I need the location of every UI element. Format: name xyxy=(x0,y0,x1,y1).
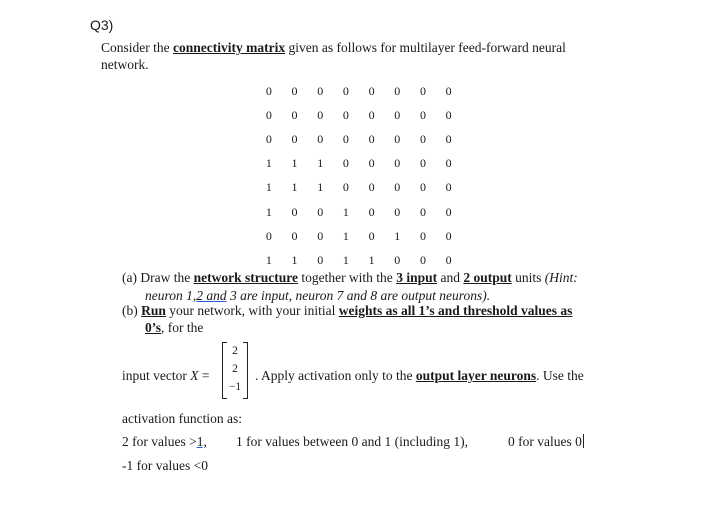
hint-text: 3 are input, neuron 7 and 8 are output neurons). xyxy=(226,288,491,303)
matrix-cell: 0 xyxy=(394,204,401,219)
apply-text: . Apply activation only to the xyxy=(255,368,416,383)
part-a-text: and xyxy=(437,270,464,285)
apply-text-end: . Use the xyxy=(536,368,584,383)
matrix-cell: 1 xyxy=(342,204,349,219)
matrix-cell: 0 xyxy=(445,204,452,219)
matrix-row xyxy=(256,127,462,151)
matrix-row xyxy=(256,103,462,127)
matrix-table xyxy=(256,79,462,273)
activation-rule-3 xyxy=(508,434,584,450)
matrix-cell: 0 xyxy=(419,156,426,171)
matrix-cell: 1 xyxy=(265,204,272,219)
intro-text-end: given as follows for multilayer feed-forward neural xyxy=(285,40,566,55)
connectivity-matrix xyxy=(256,79,462,273)
input-vector-label xyxy=(122,368,209,384)
matrix-cell: 0 xyxy=(317,252,324,267)
matrix-cell: 0 xyxy=(419,83,426,98)
matrix-cell: 0 xyxy=(265,131,272,146)
rule-text: 0 for values 0 xyxy=(508,434,582,449)
rule-text-underlined: 1, xyxy=(196,434,207,449)
matrix-cell: 0 xyxy=(419,228,426,243)
intro-line-1 xyxy=(101,40,566,56)
part-a-prefix: (a) Draw the xyxy=(122,270,194,285)
matrix-cell: 0 xyxy=(342,83,349,98)
matrix-row xyxy=(256,79,462,103)
connectivity-matrix-term: connectivity matrix xyxy=(173,40,286,55)
part-a-text: together with the xyxy=(297,270,397,285)
matrix-cell: 0 xyxy=(265,107,272,122)
part-b-line-1 xyxy=(122,303,572,319)
matrix-cell: 0 xyxy=(342,180,349,195)
zeros-term: 0’s xyxy=(145,320,161,335)
matrix-cell: 0 xyxy=(419,131,426,146)
matrix-cell: 0 xyxy=(419,107,426,122)
activation-rule-2: 1 for values between 0 and 1 (including 1), xyxy=(236,434,469,449)
weights-term: weights as all 1’s and threshold values as xyxy=(338,303,573,318)
part-b-line-2 xyxy=(145,320,203,336)
hint-text: neuron 1, xyxy=(145,288,197,303)
matrix-cell: 0 xyxy=(317,204,324,219)
matrix-cell: 0 xyxy=(445,252,452,267)
matrix-cell: 0 xyxy=(394,83,401,98)
matrix-cell: 0 xyxy=(317,83,324,98)
vector-symbol: X xyxy=(190,368,199,383)
hint-text-underlined: 2 and xyxy=(196,288,227,303)
activation-rule-4: -1 for values <0 xyxy=(122,458,208,473)
matrix-cell: 0 xyxy=(291,83,298,98)
matrix-cell: 1 xyxy=(317,180,324,195)
part-a-line-1 xyxy=(122,270,578,286)
matrix-cell: 0 xyxy=(394,180,401,195)
matrix-cell: 0 xyxy=(368,83,375,98)
matrix-cell: 0 xyxy=(394,131,401,146)
matrix-cell: 0 xyxy=(342,156,349,171)
matrix-cell: 0 xyxy=(445,83,452,98)
matrix-cell: 0 xyxy=(445,107,452,122)
matrix-cell: 1 xyxy=(394,228,401,243)
matrix-cell: 1 xyxy=(368,252,375,267)
matrix-cell: 0 xyxy=(291,228,298,243)
text-cursor xyxy=(583,434,584,448)
matrix-cell: 0 xyxy=(291,131,298,146)
output-layer-term: output layer neurons xyxy=(415,368,537,383)
vector-element: −1 xyxy=(228,381,242,393)
matrix-row xyxy=(256,200,462,224)
matrix-cell: 0 xyxy=(394,156,401,171)
matrix-cell: 0 xyxy=(342,131,349,146)
matrix-cell: 0 xyxy=(265,83,272,98)
matrix-cell: 1 xyxy=(342,228,349,243)
matrix-cell: 0 xyxy=(368,180,375,195)
two-output-term: 2 output xyxy=(463,270,512,285)
matrix-cell: 0 xyxy=(342,107,349,122)
matrix-cell: 0 xyxy=(368,228,375,243)
matrix-cell: 1 xyxy=(317,156,324,171)
matrix-cell: 0 xyxy=(317,107,324,122)
input-vector-text: input vector xyxy=(122,368,191,383)
matrix-cell: 0 xyxy=(368,156,375,171)
matrix-cell: 0 xyxy=(394,107,401,122)
part-b-text: your network, with your initial xyxy=(165,303,339,318)
network-structure-term: network structure xyxy=(193,270,298,285)
matrix-row xyxy=(256,248,462,272)
matrix-cell: 0 xyxy=(291,204,298,219)
matrix-cell: 0 xyxy=(291,107,298,122)
hint-label: (Hint: xyxy=(544,270,578,285)
intro-text-start: Consider the xyxy=(101,40,173,55)
part-b-suffix: , for the xyxy=(161,320,204,335)
matrix-cell: 1 xyxy=(342,252,349,267)
intro-line-2: network. xyxy=(101,57,149,72)
matrix-cell: 1 xyxy=(291,156,298,171)
part-a-text: units xyxy=(511,270,545,285)
matrix-cell: 1 xyxy=(265,156,272,171)
apply-activation-text xyxy=(255,368,584,384)
matrix-cell: 0 xyxy=(368,204,375,219)
matrix-row xyxy=(256,176,462,200)
matrix-cell: 0 xyxy=(317,131,324,146)
matrix-cell: 0 xyxy=(445,131,452,146)
matrix-cell: 0 xyxy=(368,107,375,122)
matrix-row xyxy=(256,224,462,248)
vector-element: 2 xyxy=(232,363,238,375)
matrix-cell: 1 xyxy=(291,252,298,267)
matrix-cell: 0 xyxy=(368,131,375,146)
run-term: Run xyxy=(141,303,166,318)
vector-element: 2 xyxy=(232,345,238,357)
equals-sign: = xyxy=(198,368,210,383)
three-input-term: 3 input xyxy=(396,270,438,285)
input-vector-matrix xyxy=(222,342,248,399)
question-number: Q3) xyxy=(90,17,114,33)
matrix-cell: 0 xyxy=(419,204,426,219)
part-a-line-2 xyxy=(145,288,490,304)
matrix-cell: 0 xyxy=(445,156,452,171)
matrix-cell: 1 xyxy=(291,180,298,195)
matrix-cell: 0 xyxy=(265,228,272,243)
matrix-cell: 0 xyxy=(419,180,426,195)
matrix-cell: 0 xyxy=(419,252,426,267)
matrix-cell: 1 xyxy=(265,252,272,267)
part-b-prefix: (b) xyxy=(122,303,142,318)
matrix-cell: 1 xyxy=(265,180,272,195)
matrix-cell: 0 xyxy=(445,180,452,195)
matrix-cell: 0 xyxy=(445,228,452,243)
activation-heading: activation function as: xyxy=(122,411,242,426)
matrix-cell: 0 xyxy=(317,228,324,243)
rule-text: 2 for values > xyxy=(122,434,197,449)
matrix-cell: 0 xyxy=(394,252,401,267)
activation-rule-1 xyxy=(122,434,207,450)
matrix-row xyxy=(256,152,462,176)
